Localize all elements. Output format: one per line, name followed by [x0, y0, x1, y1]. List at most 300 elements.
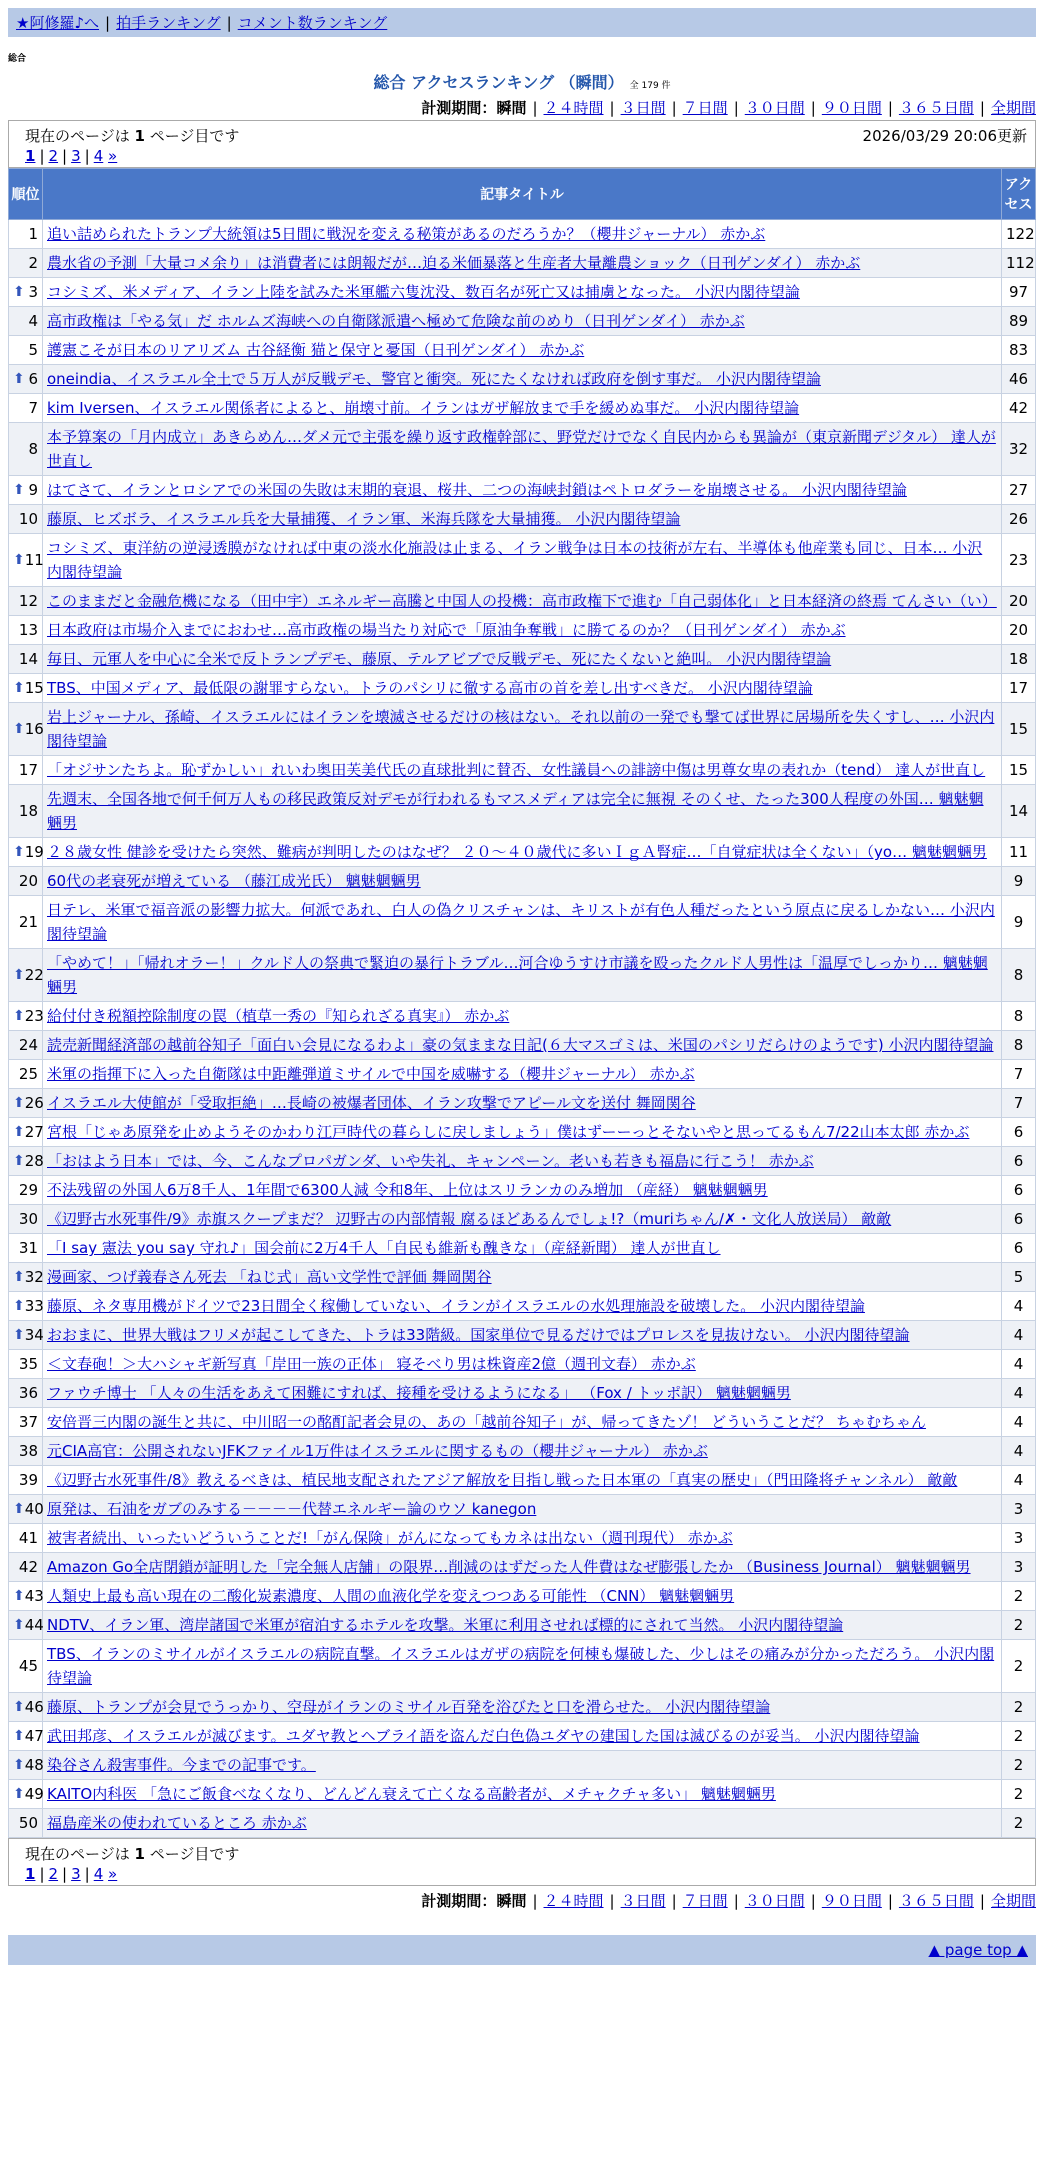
- period-link[interactable]: ７日間: [682, 99, 728, 117]
- period-label: 計測期間：: [421, 99, 497, 117]
- rank-cell: [9, 1408, 43, 1437]
- article-link[interactable]: イスラエル大使館が「受取拒絶」…長崎の被爆者団体、イラン攻撃でアピール文を送付 舞岡関谷: [47, 1094, 696, 1112]
- rank-number: 12: [18, 592, 38, 610]
- title-cell: [43, 1722, 1002, 1751]
- article-link[interactable]: 60代の老衰死が増えている （藤江成光氏） 魑魅魍魎男: [47, 872, 421, 890]
- ranking-table: [8, 168, 1036, 1838]
- rank-number: 17: [18, 761, 38, 779]
- rank-number: 32: [24, 1268, 44, 1286]
- header-rank: 順位: [9, 169, 43, 220]
- article-link[interactable]: TBS、イランのミサイルがイスラエルの病院直撃。イスラエルはガザの病院を何棟も爆破した、少しはその痛みが分かっただろう。 小沢内閣待望論: [47, 1645, 995, 1687]
- up-arrow-icon: ⬆: [13, 1617, 25, 1633]
- rank-cell: [9, 1379, 43, 1408]
- pager-next[interactable]: »: [108, 147, 118, 165]
- rank-cell: [9, 249, 43, 278]
- access-count: 17: [1002, 674, 1036, 703]
- rank-cell: [9, 278, 43, 307]
- period-current: 瞬間: [496, 99, 527, 117]
- rank-cell: [9, 1234, 43, 1263]
- page-title: 総合 アクセスランキング （瞬間） 全 179 件: [373, 73, 671, 92]
- table-row: [9, 1524, 1036, 1553]
- title-cell: [43, 1321, 1002, 1350]
- access-count: 4: [1002, 1379, 1036, 1408]
- period-link[interactable]: ３日間: [620, 99, 666, 117]
- title-cell: [43, 1693, 1002, 1722]
- access-count: 83: [1002, 336, 1036, 365]
- period-selector-bottom: 計測期間：瞬間 | ２４時間 | ３日間 | ７日間 | ３０日間 | ９０日間 | ３６５日間 | 全期間: [421, 1892, 1036, 1910]
- period-link[interactable]: ３６５日間: [898, 99, 974, 117]
- section-label: 総合: [8, 54, 27, 64]
- rank-number: 6: [28, 370, 38, 388]
- table-row: [9, 1611, 1036, 1640]
- table-row: [9, 278, 1036, 307]
- period-link[interactable]: ２４時間: [543, 99, 604, 117]
- access-count: 14: [1002, 785, 1036, 838]
- title-cell: [43, 1437, 1002, 1466]
- up-arrow-icon: ⬆: [13, 1786, 25, 1802]
- up-arrow-icon: ⬆: [13, 1728, 25, 1744]
- period-link[interactable]: ３日間: [620, 1892, 666, 1910]
- period-link[interactable]: 全期間: [990, 1892, 1036, 1910]
- access-count: 4: [1002, 1321, 1036, 1350]
- title-cell: [43, 1524, 1002, 1553]
- rank-cell: [9, 423, 43, 476]
- access-count: 112: [1002, 249, 1036, 278]
- title-cell: [43, 1118, 1002, 1147]
- article-link[interactable]: KAITO内科医 「急にご飯食べなくなり、どんどん衰えて亡くなる高齢者が、メチャクチャ多い」 魑魅魍魎男: [47, 1785, 776, 1803]
- rank-number: 46: [24, 1698, 44, 1716]
- up-arrow-icon: ⬆: [13, 1757, 25, 1773]
- rank-cell: [9, 1350, 43, 1379]
- access-count: 9: [1002, 867, 1036, 896]
- title-cell: [43, 1408, 1002, 1437]
- rank-number: 13: [18, 621, 38, 639]
- access-count: 20: [1002, 616, 1036, 645]
- period-label: 計測期間：: [421, 1892, 497, 1910]
- pager-current[interactable]: 1: [25, 1865, 36, 1883]
- title-cell: [43, 1292, 1002, 1321]
- article-link[interactable]: Amazon Go全店閉鎖が証明した「完全無人店舗」の限界…削減のはずだった人件費はなぜ膨張したか （Business Journal） 魑魅魍魎男: [47, 1558, 971, 1576]
- rank-cell: [9, 1751, 43, 1780]
- rank-number: 38: [18, 1442, 38, 1460]
- table-row: [9, 1263, 1036, 1292]
- access-count: 15: [1002, 703, 1036, 756]
- rank-cell: [9, 756, 43, 785]
- access-count: 6: [1002, 1176, 1036, 1205]
- access-count: 3: [1002, 1553, 1036, 1582]
- article-link[interactable]: 読売新聞経済部の越前谷知子「面白い会見になるわよ」豪の気ままな日記(６大マスゴミは、米国のパシリだらけのようです) 小沢内閣待望論: [47, 1036, 994, 1054]
- rank-cell: [9, 1118, 43, 1147]
- rank-number: 22: [24, 966, 44, 984]
- access-count: 6: [1002, 1234, 1036, 1263]
- title-cell: [43, 1640, 1002, 1693]
- table-row: [9, 1553, 1036, 1582]
- pager-link[interactable]: 4: [93, 147, 104, 165]
- access-count: 3: [1002, 1524, 1036, 1553]
- table-row: [9, 1640, 1036, 1693]
- rank-number: 29: [18, 1181, 38, 1199]
- period-link[interactable]: ３０日間: [744, 99, 805, 117]
- up-arrow-icon: ⬆: [13, 1501, 25, 1517]
- article-link[interactable]: 護憲こそが日本のリアリズム 古谷経衡 猫と保守と憂国（日刊ゲンダイ） 赤かぶ: [47, 341, 585, 359]
- title-cell: [43, 1751, 1002, 1780]
- footer-bar: [8, 1935, 1036, 1965]
- article-link[interactable]: 武田邦彦、イスラエルが滅びます。ユダヤ教とヘブライ語を盗んだ白色偽ユダヤの建国した国は滅びるのが妥当。 小沢内閣待望論: [47, 1727, 920, 1745]
- title-cell: [43, 1089, 1002, 1118]
- rank-cell: [9, 1089, 43, 1118]
- period-link[interactable]: ９０日間: [821, 99, 882, 117]
- top-nav: ★阿修羅♪へ | 拍手ランキング | コメント数ランキング: [8, 8, 1036, 37]
- rank-cell: [9, 394, 43, 423]
- rank-cell: [9, 1176, 43, 1205]
- rank-number: 8: [28, 440, 38, 458]
- rank-cell: [9, 1263, 43, 1292]
- article-link[interactable]: ファウチ博士 「人々の生活をあえて困難にすれば、接種を受けるようになる」 （Fox / トッポ訳） 魑魅魍魎男: [47, 1384, 791, 1402]
- pager-bottom: 1 | 2 | 3 | 4 »: [25, 1865, 118, 1883]
- title-cell: [43, 249, 1002, 278]
- access-count: 2: [1002, 1611, 1036, 1640]
- article-link[interactable]: コシミズ、米メディア、イラン上陸を試みた米軍艦六隻沈没、数百名が死亡又は捕虜となった。 小沢内閣待望論: [47, 283, 800, 301]
- up-arrow-icon: ⬆: [13, 1008, 25, 1024]
- nav-link-clap-ranking[interactable]: 拍手ランキング: [116, 14, 221, 32]
- article-link[interactable]: 「I say 憲法 you say 守れ♪」国会前に2万4千人「自民も維新も醜きな」（産経新聞） 達人が世直し: [47, 1239, 721, 1257]
- pager-link[interactable]: 3: [71, 147, 81, 165]
- title-cell: [43, 278, 1002, 307]
- table-row: [9, 949, 1036, 1002]
- article-link[interactable]: 安倍晋三内閣の誕生と共に、中川昭一の酩酊記者会見の、あの「越前谷知子」が、帰ってきたゾ！ どういうことだ？ ちゃむちゃん: [47, 1413, 926, 1431]
- rank-cell: [9, 949, 43, 1002]
- page-top-link[interactable]: ▲ page top ▲: [928, 1941, 1028, 1959]
- access-count: 3: [1002, 1495, 1036, 1524]
- rank-number: 7: [28, 399, 38, 417]
- table-row: [9, 1437, 1036, 1466]
- title-cell: [43, 616, 1002, 645]
- period-link[interactable]: ９０日間: [821, 1892, 882, 1910]
- title-cell: [43, 587, 1002, 616]
- rank-cell: [9, 674, 43, 703]
- title-cell: [43, 220, 1002, 249]
- title-cell: [43, 756, 1002, 785]
- pager-link[interactable]: 3: [71, 1865, 81, 1883]
- title-cell: [43, 534, 1002, 587]
- table-row: [9, 756, 1036, 785]
- table-row: [9, 645, 1036, 674]
- article-link[interactable]: 本予算案の「月内成立」あきらめん…ダメ元で主張を繰り返す政権幹部に、野党だけでなく自民内からも異論が（東京新聞デジタル） 達人が世直し: [47, 428, 996, 470]
- access-count: 2: [1002, 1693, 1036, 1722]
- title-cell: [43, 1205, 1002, 1234]
- rank-cell: [9, 1640, 43, 1693]
- rank-number: 21: [18, 913, 38, 931]
- table-row: [9, 1060, 1036, 1089]
- rank-number: 39: [18, 1471, 38, 1489]
- title-cell: [43, 867, 1002, 896]
- title-cell: [43, 703, 1002, 756]
- access-count: 2: [1002, 1751, 1036, 1780]
- article-link[interactable]: おおまに、世界大戦はフリメが起こしてきた、トラは33階級。国家単位で見るだけではプロレスを見抜けない。 小沢内閣待望論: [47, 1326, 910, 1344]
- up-arrow-icon: ⬆: [13, 1124, 25, 1140]
- rank-cell: [9, 1292, 43, 1321]
- period-link[interactable]: ３０日間: [744, 1892, 805, 1910]
- rank-number: 9: [28, 481, 38, 499]
- access-count: 23: [1002, 534, 1036, 587]
- access-count: 20: [1002, 587, 1036, 616]
- article-link[interactable]: 不法残留の外国人6万8千人、1年間で6300人減 令和8年、上位はスリランカのみ増加 （産経） 魑魅魍魎男: [47, 1181, 768, 1199]
- article-link[interactable]: NDTV、イラン軍、湾岸諸国で米軍が宿泊するホテルを攻撃。米軍に利用させれば標的にされて当然。 小沢内閣待望論: [47, 1616, 844, 1634]
- rank-number: 44: [24, 1616, 44, 1634]
- up-arrow-icon: ⬆: [13, 844, 25, 860]
- table-row: [9, 249, 1036, 278]
- access-count: 4: [1002, 1408, 1036, 1437]
- access-count: 4: [1002, 1437, 1036, 1466]
- table-row: [9, 1408, 1036, 1437]
- rank-cell: [9, 1147, 43, 1176]
- table-row: [9, 1379, 1036, 1408]
- page-info-box-bottom: [8, 1838, 1036, 1886]
- table-row: [9, 785, 1036, 838]
- table-row: [9, 1031, 1036, 1060]
- access-count: 8: [1002, 949, 1036, 1002]
- title-cell: [43, 1582, 1002, 1611]
- table-row: [9, 1147, 1036, 1176]
- period-link[interactable]: ７日間: [682, 1892, 728, 1910]
- rank-cell: [9, 1553, 43, 1582]
- table-row: [9, 1002, 1036, 1031]
- pager-link[interactable]: 2: [48, 1865, 59, 1883]
- table-row: [9, 838, 1036, 867]
- table-row: [9, 587, 1036, 616]
- article-link[interactable]: 追い詰められたトランプ大統領は5日間に戦況を変える秘策があるのだろうか？（櫻井ジャーナル） 赤かぶ: [47, 225, 766, 243]
- access-count: 4: [1002, 1292, 1036, 1321]
- title-cell: [43, 1002, 1002, 1031]
- rank-cell: [9, 867, 43, 896]
- article-link[interactable]: 元CIA高官：公開されないJFKファイル1万件はイスラエルに関するもの（櫻井ジャーナル） 赤かぶ: [47, 1442, 708, 1460]
- rank-number: 15: [24, 679, 44, 697]
- title-cell: [43, 1466, 1002, 1495]
- title-cell: [43, 1611, 1002, 1640]
- rank-number: 11: [24, 551, 44, 569]
- rank-number: 1: [28, 225, 38, 243]
- article-link[interactable]: 《辺野古水死事件/9》赤旗スクープまだ？ 辺野古の内部情報 腐るほどあるんでしょ!?（muriちゃん/✗・文化人放送局） 敵敵: [47, 1210, 892, 1228]
- table-row: [9, 307, 1036, 336]
- access-count: 2: [1002, 1722, 1036, 1751]
- current-page-text: 現在のページは 1 ページ目です: [25, 127, 240, 145]
- rank-number: 35: [18, 1355, 38, 1373]
- table-row: [9, 220, 1036, 249]
- article-link[interactable]: 藤原、ヒズボラ、イスラエル兵を大量捕獲、イラン軍、米海兵隊を大量捕獲。 小沢内閣待望論: [47, 510, 681, 528]
- rank-number: 19: [24, 843, 44, 861]
- table-row: [9, 1751, 1036, 1780]
- table-row: [9, 1292, 1036, 1321]
- title-cell: [43, 307, 1002, 336]
- page-info-box: [8, 120, 1036, 168]
- article-link[interactable]: ＜文春砲！＞大ハシャギ新写真「岸田一族の正体」 寝そべり男は株資産2億（週刊文春） 赤かぶ: [47, 1355, 696, 1373]
- article-link[interactable]: 毎日、元軍人を中心に全米で反トランプデモ、藤原、テルアビブで反戦デモ、死にたくないと絶叫。 小沢内閣待望論: [47, 650, 832, 668]
- rank-number: 42: [18, 1558, 38, 1576]
- title-cell: [43, 1234, 1002, 1263]
- nav-link-asyura[interactable]: ★阿修羅♪へ: [16, 14, 100, 32]
- table-row: [9, 1234, 1036, 1263]
- article-link[interactable]: 「オジサンたちよ。恥ずかしい」れいわ奥田芙美代氏の直球批判に賛否、女性議員への誹謗中傷は男尊女卑の表れか（tend） 達人が世直し: [47, 761, 986, 779]
- access-count: 2: [1002, 1640, 1036, 1693]
- table-row: [9, 1089, 1036, 1118]
- title-cell: [43, 1495, 1002, 1524]
- up-arrow-icon: ⬆: [13, 967, 25, 983]
- article-link[interactable]: ２８歳女性 健診を受けたら突然、難病が判明したのはなぜ？ ２０～４０歳代に多いＩｇＡ腎症…「自覚症状は全くない」（yo… 魑魅魍魎男: [47, 843, 987, 861]
- table-row: [9, 674, 1036, 703]
- rank-number: 41: [18, 1529, 38, 1547]
- table-row: [9, 1466, 1036, 1495]
- table-row: [9, 394, 1036, 423]
- access-count: 6: [1002, 1118, 1036, 1147]
- rank-cell: [9, 1582, 43, 1611]
- article-link[interactable]: コシミズ、東洋紡の逆浸透膜がなければ中東の淡水化施設は止まる、イラン戦争は日本の技術が左右、半導体も他産業も同じ、日本… 小沢内閣待望論: [47, 539, 983, 581]
- rank-number: 48: [24, 1756, 44, 1774]
- up-arrow-icon: ⬆: [13, 284, 25, 300]
- table-row: [9, 365, 1036, 394]
- pager-top: 1 | 2 | 3 | 4 »: [25, 147, 118, 165]
- rank-cell: [9, 505, 43, 534]
- table-row: [9, 703, 1036, 756]
- rank-cell: [9, 645, 43, 674]
- table-row: [9, 616, 1036, 645]
- table-row: [9, 1495, 1036, 1524]
- rank-number: 25: [18, 1065, 38, 1083]
- up-arrow-icon: ⬆: [13, 1327, 25, 1343]
- title-cell: [43, 1780, 1002, 1809]
- rank-cell: [9, 1809, 43, 1838]
- access-count: 97: [1002, 278, 1036, 307]
- article-link[interactable]: TBS、中国メディア、最低限の謝罪すらない。トラのパシリに徹する高市の首を差し出すべきだ。 小沢内閣待望論: [47, 679, 813, 697]
- up-arrow-icon: ⬆: [13, 721, 25, 737]
- article-link[interactable]: このままだと金融危機になる（田中宇）エネルギー高騰と中国人の投機：高市政権下で進む「自己弱体化」と日本経済の終焉 てんさい（い）: [47, 592, 997, 610]
- total-count: 全 179 件: [629, 81, 671, 91]
- article-link[interactable]: 日本政府は市場介入までにおわせ…高市政権の場当たり対応で「原油争奪戦」に勝てるのか？（日刊ゲンダイ） 赤かぶ: [47, 621, 846, 639]
- rank-cell: [9, 1060, 43, 1089]
- article-link[interactable]: kim Iversen、イスラエル関係者によると、崩壊寸前。イランはガザ解放まで手を緩めぬ事だ。 小沢内閣待望論: [47, 399, 800, 417]
- table-row: [9, 1722, 1036, 1751]
- rank-cell: [9, 1205, 43, 1234]
- rank-number: 5: [28, 341, 38, 359]
- access-count: 18: [1002, 645, 1036, 674]
- access-count: 8: [1002, 1031, 1036, 1060]
- up-arrow-icon: ⬆: [13, 1269, 25, 1285]
- article-link[interactable]: 「おはよう日本」では、今、こんなプロパガンダ、いや失礼、キャンペーン。老いも若きも福島に行こう！ 赤かぶ: [47, 1152, 814, 1170]
- article-link[interactable]: 染谷さん殺害事件。今までの記事です。: [47, 1756, 316, 1774]
- article-link[interactable]: 福島産米の使われているところ 赤かぶ: [47, 1814, 307, 1832]
- article-link[interactable]: 人類史上最も高い現在の二酸化炭素濃度、人間の血液化学を変えつつある可能性 （CNN） 魑魅魍魎男: [47, 1587, 735, 1605]
- table-row: [9, 1350, 1036, 1379]
- access-count: 89: [1002, 307, 1036, 336]
- article-link[interactable]: はてさて、イランとロシアでの米国の失敗は末期的衰退、桜井、二つの海峡封鎖はペトロダラーを崩壊させる。 小沢内閣待望論: [47, 481, 907, 499]
- table-header-row: [9, 169, 1036, 220]
- pager-link[interactable]: 2: [48, 147, 59, 165]
- title-cell: [43, 1147, 1002, 1176]
- rank-cell: [9, 1722, 43, 1751]
- article-link[interactable]: oneindia、イスラエル全土で５万人が反戦デモ、警官と衝突。死にたくなければ政府を倒す事だ。 小沢内閣待望論: [47, 370, 821, 388]
- period-selector-top: 計測期間：瞬間 | ２４時間 | ３日間 | ７日間 | ３０日間 | ９０日間 | ３６５日間 | 全期間: [421, 99, 1036, 117]
- table-row: [9, 867, 1036, 896]
- rank-number: 37: [18, 1413, 38, 1431]
- article-link[interactable]: 高市政権は「やる気」だ ホルムズ海峡への自衛隊派遣へ極めて危険な前のめり（日刊ゲンダイ） 赤かぶ: [47, 312, 745, 330]
- access-count: 7: [1002, 1060, 1036, 1089]
- rank-cell: [9, 1321, 43, 1350]
- article-link[interactable]: 藤原、ネタ専用機がドイツで23日間全く稼働していない、イランがイスラエルの水処理施設を破壊した。 小沢内閣待望論: [47, 1297, 865, 1315]
- title-area: [0, 70, 1044, 93]
- title-cell: [43, 838, 1002, 867]
- table-row: [9, 1780, 1036, 1809]
- access-count: 2: [1002, 1780, 1036, 1809]
- title-cell: [43, 1809, 1002, 1838]
- rank-number: 30: [18, 1210, 38, 1228]
- rank-cell: [9, 365, 43, 394]
- up-arrow-icon: ⬆: [13, 482, 25, 498]
- up-arrow-icon: ⬆: [13, 1699, 25, 1715]
- period-link[interactable]: ２４時間: [543, 1892, 604, 1910]
- title-cell: [43, 476, 1002, 505]
- article-link[interactable]: 藤原、トランプが会見でうっかり、空母がイランのミサイル百発を浴びたと口を滑らせた。 小沢内閣待望論: [47, 1698, 771, 1716]
- rank-number: 43: [24, 1587, 44, 1605]
- article-link[interactable]: 原発は、石油をガブのみする－－－－代替エネルギー論のウソ kanegon: [47, 1500, 537, 1518]
- article-link[interactable]: 農水省の予測「大量コメ余り」は消費者には朗報だが…迫る米価暴落と生産者大量離農ショック（日刊ゲンダイ） 赤かぶ: [47, 254, 861, 272]
- rank-cell: [9, 1002, 43, 1031]
- up-arrow-icon: ⬆: [13, 371, 25, 387]
- period-link[interactable]: ３６５日間: [898, 1892, 974, 1910]
- up-arrow-icon: ⬆: [13, 1298, 25, 1314]
- table-row: [9, 1809, 1036, 1838]
- rank-cell: [9, 1466, 43, 1495]
- rank-number: 34: [24, 1326, 44, 1344]
- period-link[interactable]: 全期間: [990, 99, 1036, 117]
- pager-next[interactable]: »: [108, 1865, 118, 1883]
- rank-cell: [9, 1780, 43, 1809]
- article-link[interactable]: 岩上ジャーナル、孫崎、イスラエルにはイランを壊滅させるだけの核はない。それ以前の一発でも撃てば世界に居場所を失くすし、… 小沢内閣待望論: [47, 708, 995, 750]
- rank-number: 49: [24, 1785, 44, 1803]
- updated-timestamp: 2026/03/29 20:06更新: [862, 127, 1027, 145]
- article-link[interactable]: 先週末、全国各地で何千何万人もの移民政策反対デモが行われるもマスメディアは完全に無視 そのくせ、たった300人程度の外国… 魑魅魍魎男: [47, 790, 984, 832]
- title-cell: [43, 1350, 1002, 1379]
- table-row: [9, 505, 1036, 534]
- article-link[interactable]: 日テレ、米軍で福音派の影響力拡大。何派であれ、白人の偽クリスチャンは、キリストが有色人種だったという原点に戻るしかない… 小沢内閣待望論: [47, 901, 995, 943]
- article-link[interactable]: 給付付き税額控除制度の罠（植草一秀の『知られざる真実』） 赤かぶ: [47, 1007, 510, 1025]
- title-cell: [43, 365, 1002, 394]
- title-cell: [43, 423, 1002, 476]
- article-link[interactable]: 宮根「じゃあ原発を止めようそのかわり江戸時代の暮らしに戻しましょう」僕はずーーっとそないやと思ってるもん7/22山本太郎 赤かぶ: [47, 1123, 970, 1141]
- nav-link-comment-ranking[interactable]: コメント数ランキング: [237, 14, 388, 32]
- article-link[interactable]: 米軍の指揮下に入った自衛隊は中距離弾道ミサイルで中国を威嚇する（櫻井ジャーナル） 赤かぶ: [47, 1065, 695, 1083]
- title-cell: [43, 1553, 1002, 1582]
- rank-cell: [9, 896, 43, 949]
- title-cell: [43, 1379, 1002, 1408]
- access-count: 6: [1002, 1147, 1036, 1176]
- article-link[interactable]: 被害者続出、いったいどういうことだ!「がん保険」がんになってもカネは出ない（週刊現代） 赤かぶ: [47, 1529, 733, 1547]
- table-row: [9, 476, 1036, 505]
- article-link[interactable]: 漫画家、つげ義春さん死去 「ねじ式」高い文学性で評価 舞岡関谷: [47, 1268, 492, 1286]
- access-count: 2: [1002, 1809, 1036, 1838]
- header-access: アクセス: [1002, 169, 1036, 220]
- access-count: 8: [1002, 1002, 1036, 1031]
- access-count: 4: [1002, 1466, 1036, 1495]
- rank-number: 18: [18, 802, 38, 820]
- access-count: 26: [1002, 505, 1036, 534]
- access-count: 9: [1002, 896, 1036, 949]
- rank-number: 45: [18, 1657, 38, 1675]
- rank-cell: [9, 1524, 43, 1553]
- article-link[interactable]: 《辺野古水死事件/8》教えるべきは、植民地支配されたアジア解放を目指し戦った日本軍の「真実の歴史」（門田隆将チャンネル） 敵敵: [47, 1471, 958, 1489]
- rank-cell: [9, 703, 43, 756]
- article-link[interactable]: 「やめて！」「帰れオラー！」クルド人の祭典で緊迫の暴行トラブル…河合ゆうすけ市議を殴ったクルド人男性は「温厚でしっかり… 魑魅魍魎男: [47, 954, 988, 996]
- pager-current[interactable]: 1: [25, 147, 36, 165]
- pager-link[interactable]: 4: [93, 1865, 104, 1883]
